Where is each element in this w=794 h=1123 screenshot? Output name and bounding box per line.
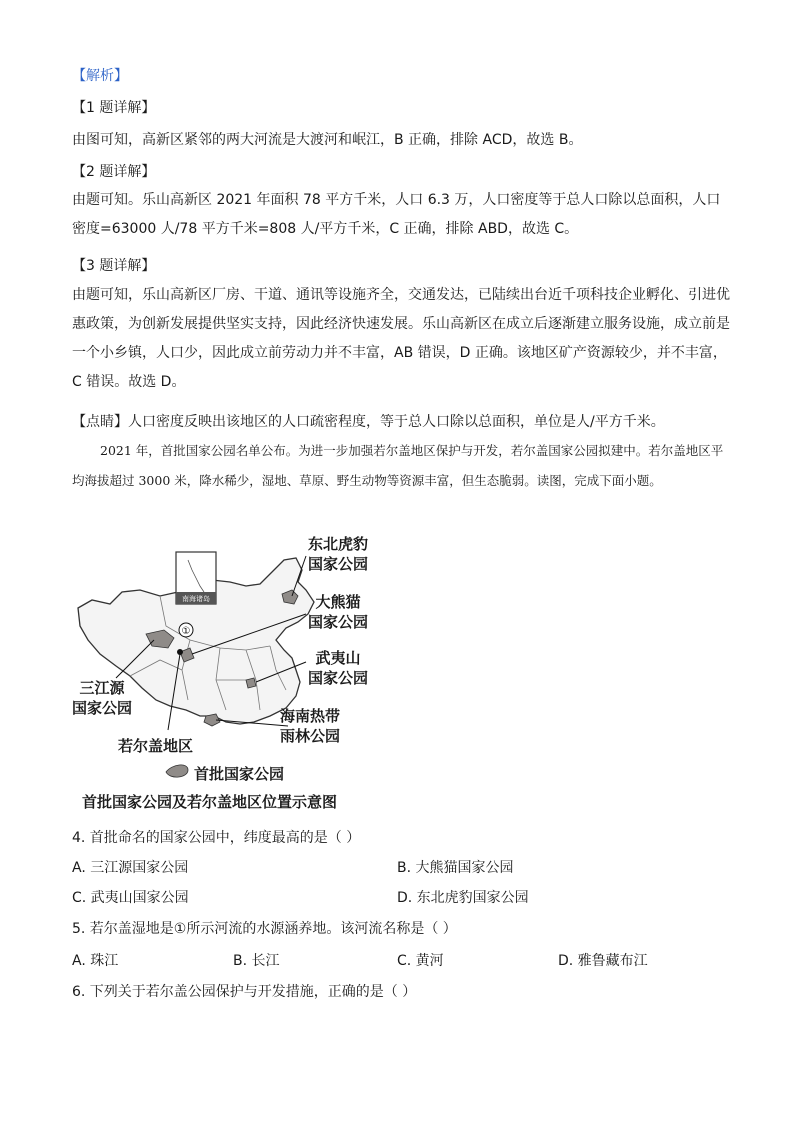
q2-heading: 【2 题详解】 xyxy=(72,164,156,180)
q5-option-d[interactable]: D. 雅鲁藏布江 xyxy=(558,953,648,969)
q4-option-b[interactable]: B. 大熊猫国家公园 xyxy=(397,860,514,876)
tip-note: 【点睛】人口密度反映出该地区的人口疏密程度，等于总人口除以总面积，单位是人/平方千米。 xyxy=(72,414,665,430)
q3-heading: 【3 题详解】 xyxy=(72,258,156,274)
label-sanjiangyuan: 三江源 国家公园 xyxy=(72,679,133,717)
q5-option-a[interactable]: A. 珠江 xyxy=(72,953,119,969)
q1-heading: 【1 题详解】 xyxy=(72,100,156,116)
q1-explanation: 由图可知，高新区紧邻的两大河流是大渡河和岷江，B 正确，排除 ACD，故选 B。 xyxy=(72,132,583,148)
q4-option-c[interactable]: C. 武夷山国家公园 xyxy=(72,890,189,906)
label-hainan: 海南热带 雨林公园 xyxy=(280,707,341,745)
national-parks-map xyxy=(70,530,400,820)
q6-stem: 6. 下列关于若尔盖公园保护与开发措施，正确的是（ ） xyxy=(72,984,417,1000)
legend-swatch xyxy=(166,765,188,777)
label-dongbei: 东北虎豹 国家公园 xyxy=(308,535,369,573)
inset-label: 南海诸岛 xyxy=(182,595,210,603)
river-marker-label: ① xyxy=(181,626,191,637)
q4-stem: 4. 首批命名的国家公园中，纬度最高的是（ ） xyxy=(72,830,361,846)
label-wuyishan: 武夷山 国家公园 xyxy=(308,649,369,687)
question-intro: 2021 年，首批国家公园名单公布。为进一步加强若尔盖地区保护与开发，若尔盖国家公园拟建中。若尔盖地区平均海拔超过 3000 米，降水稀少，湿地、草原、野生动物等资源丰富，但生态脆弱。读图，完成下面小题。 xyxy=(72,443,724,488)
map-caption: 首批国家公园及若尔盖地区位置示意图 xyxy=(82,793,338,811)
q5-option-c[interactable]: C. 黄河 xyxy=(397,953,444,969)
park-wuyishan xyxy=(246,678,256,688)
q5-stem: 5. 若尔盖湿地是①所示河流的水源涵养地。该河流名称是（ ） xyxy=(72,921,457,937)
q2-explanation: 由题可知。乐山高新区 2021 年面积 78 平方千米，人口 6.3 万，人口密度等于总人口除以总面积，人口密度=63000 人/78 平方千米=808 人/平方千米，C 正确，排除 ABD，故选 C。 xyxy=(72,192,721,237)
q4-option-d[interactable]: D. 东北虎豹国家公园 xyxy=(397,890,529,906)
label-ruoergai: 若尔盖地区 xyxy=(118,737,194,755)
q3-explanation: 由题可知，乐山高新区厂房、干道、通讯等设施齐全，交通发达，已陆续出台近千项科技企业孵化、引进优惠政策，为创新发展提供坚实支持，因此经济快速发展。乐山高新区在成立后逐渐建立服务设施，成立前是一个小乡镇，人口少，因此成立前劳动力并不丰富，AB 错误，D 正确。该地区矿产资源较少，并不丰富，C 错误。故选 D。 xyxy=(72,287,730,390)
q4-option-a[interactable]: A. 三江源国家公园 xyxy=(72,860,189,876)
label-daxiongmao: 大熊猫 国家公园 xyxy=(308,593,369,631)
legend-label: 首批国家公园 xyxy=(194,765,285,783)
q5-option-b[interactable]: B. 长江 xyxy=(233,953,280,969)
analysis-heading: 【解析】 xyxy=(72,68,128,84)
